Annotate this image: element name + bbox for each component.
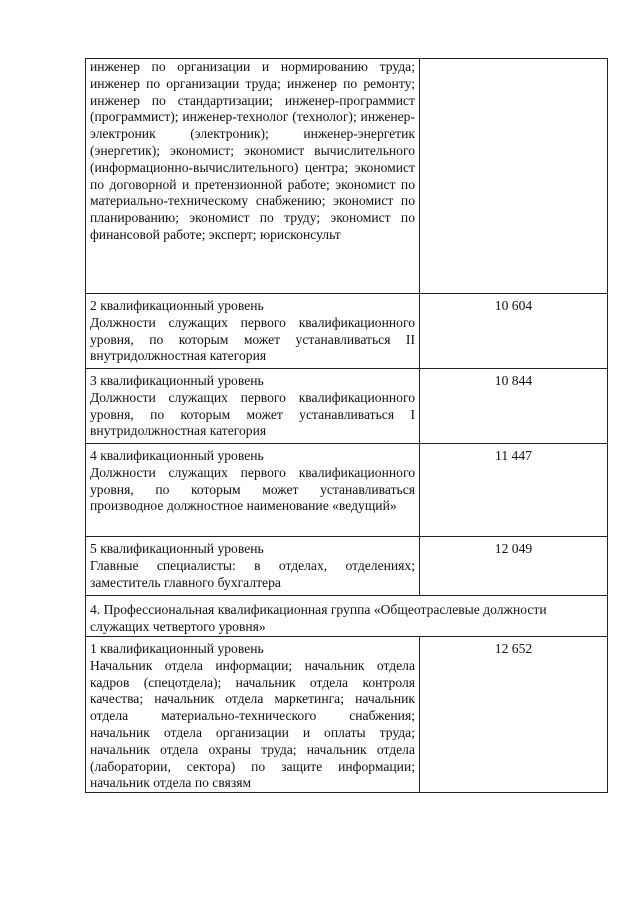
salary-cell: 12 049 xyxy=(420,537,608,596)
positions-cell xyxy=(86,369,420,444)
qualification-level: 2 квалификационный уровень xyxy=(90,298,264,313)
table-row xyxy=(86,537,608,596)
positions-description: Начальник отдела информации; начальник отдела кадров (спецотдела); начальник отдела контроля качества; начальник отдела маркетинга; начальник отдела материально-технического снабжения; начальник отдела организации и оплаты труда; начальник отдела охраны труда; начальник отдела (лаборатории, сектора) по защите информации; начальник отдела по связям xyxy=(90,657,415,791)
positions-cell xyxy=(86,444,420,537)
salary-cell: 10 844 xyxy=(420,369,608,444)
qualification-level: 4 квалификационный уровень xyxy=(90,448,264,463)
group-title: 4. Профессиональная квалификационная группа «Общеотраслевые должности служащих четвертого уровня» xyxy=(86,596,608,637)
table-row xyxy=(86,444,608,537)
salary-cell: 11 447 xyxy=(420,444,608,537)
table-row xyxy=(86,369,608,444)
positions-list: инженер по организации и нормированию труда; инженер по организации труда; инженер по ремонту; инженер по стандартизации; инженер-программист (программист); инженер-технолог (технолог); инженер-электроник (электроник); инженер-энергетик (энергетик); экономист; экономист вычислительного (информационно-вычислительного) центра; экономист по договорной и претензионной работе; экономист по материально-техническому снабжению; экономист по планированию; экономист по труду; экономист по финансовой работе; эксперт; юрисконсульт xyxy=(90,59,415,242)
group-header-row xyxy=(86,596,608,637)
positions-cell xyxy=(86,537,420,596)
table-row xyxy=(86,637,608,793)
positions-description: Должности служащих первого квалификационного уровня, по которым может устанавливаться производное должностное наименование «ведущий» xyxy=(90,464,415,514)
salary-cell xyxy=(420,59,608,294)
positions-cell xyxy=(86,59,420,294)
qualification-level: 1 квалификационный уровень xyxy=(90,641,264,656)
salary-cell: 12 652 xyxy=(420,637,608,793)
qualification-level: 5 квалификационный уровень xyxy=(90,541,264,556)
salary-table xyxy=(85,58,608,793)
positions-cell xyxy=(86,294,420,369)
positions-description: Должности служащих первого квалификационного уровня, по которым может устанавливаться I внутридолжностная категория xyxy=(90,389,415,439)
table-row xyxy=(86,294,608,369)
positions-description: Должности служащих первого квалификационного уровня, по которым может устанавливаться II внутридолжностная категория xyxy=(90,314,415,364)
qualification-level: 3 квалификационный уровень xyxy=(90,373,264,388)
positions-cell xyxy=(86,637,420,793)
positions-description: Главные специалисты: в отделах, отделениях; заместитель главного бухгалтера xyxy=(90,557,415,590)
table-row xyxy=(86,59,608,294)
salary-cell: 10 604 xyxy=(420,294,608,369)
